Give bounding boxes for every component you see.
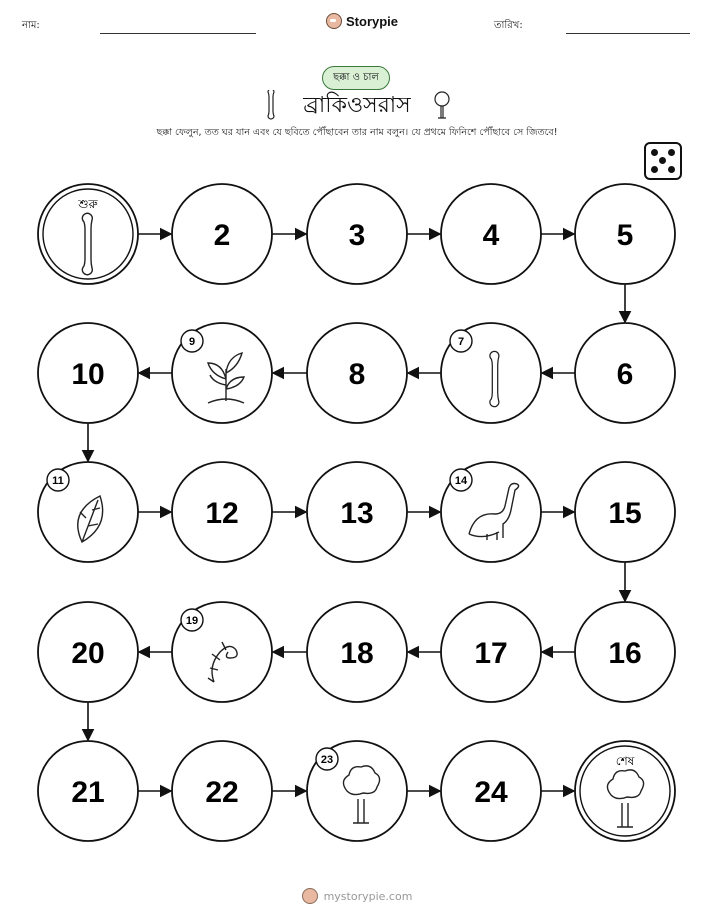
board-cell-24 bbox=[441, 741, 541, 841]
cell-number: 16 bbox=[608, 637, 642, 670]
board-cell-23 bbox=[307, 741, 407, 841]
footer-url: mystorypie.com bbox=[323, 889, 413, 903]
board-cell-5 bbox=[575, 184, 675, 284]
cell-number: 3 bbox=[348, 219, 366, 252]
board-cell-10 bbox=[38, 323, 138, 423]
board-cell-18 bbox=[307, 602, 407, 702]
cell-number: 5 bbox=[616, 219, 634, 252]
board-cell-21 bbox=[38, 741, 138, 841]
name-label: নাম: bbox=[22, 20, 40, 31]
board-cell-13 bbox=[307, 462, 407, 562]
footer bbox=[0, 888, 714, 904]
cell-number: 4 bbox=[482, 219, 500, 252]
board-cell-22 bbox=[172, 741, 272, 841]
game-type-badge: ছক্কা ও চাল bbox=[322, 66, 390, 90]
board-cell-2 bbox=[172, 184, 272, 284]
board-cell-6 bbox=[575, 323, 675, 423]
board-cell-11 bbox=[38, 462, 138, 562]
cell-number: 15 bbox=[608, 497, 642, 530]
board-cell-3 bbox=[307, 184, 407, 284]
cell-number-badge: 11 bbox=[52, 475, 64, 487]
cell-number: 8 bbox=[348, 358, 366, 391]
date-label: তারিখ: bbox=[494, 20, 523, 31]
board-cell-19 bbox=[172, 602, 272, 702]
page-title: ব্রাকিওসরাস bbox=[303, 93, 411, 118]
cell-number-badge: 14 bbox=[454, 475, 468, 487]
board-cell-20 bbox=[38, 602, 138, 702]
cell-number: 13 bbox=[340, 497, 374, 530]
end-label: শেষ bbox=[615, 754, 635, 768]
board-cell-15 bbox=[575, 462, 675, 562]
cell-number: 21 bbox=[71, 776, 105, 809]
board-cell-9 bbox=[172, 323, 272, 423]
cell-number: 12 bbox=[205, 497, 239, 530]
storypie-logo-icon bbox=[302, 888, 318, 904]
board-cell-7 bbox=[441, 323, 541, 423]
cell-number: 17 bbox=[474, 637, 508, 670]
cell-number: 24 bbox=[474, 776, 508, 809]
cell-number-badge: 7 bbox=[457, 336, 465, 348]
board-cell-8 bbox=[307, 323, 407, 423]
board-cell-17 bbox=[441, 602, 541, 702]
cell-number: 2 bbox=[213, 219, 231, 252]
board-cell-16 bbox=[575, 602, 675, 702]
board-cell-25 bbox=[575, 741, 675, 841]
board-cell-14 bbox=[441, 462, 541, 562]
cell-number-badge: 23 bbox=[320, 754, 334, 766]
start-label: শুরু bbox=[78, 197, 98, 211]
brand-name: Storypie bbox=[346, 13, 399, 29]
board-cell-1 bbox=[38, 184, 138, 284]
cell-number: 18 bbox=[340, 637, 374, 670]
instructions: ছক্কা ফেলুন, তত ঘর যান এবং যে ছবিতে পৌঁছাবেন তার নাম বলুন। যে প্রথমে ফিনিশে পৌঁছাবে সে জিতবে! bbox=[156, 127, 558, 138]
cell-number: 22 bbox=[205, 776, 239, 809]
board-cell-12 bbox=[172, 462, 272, 562]
cell-number-badge: 19 bbox=[185, 615, 199, 627]
cell-number-badge: 9 bbox=[188, 336, 196, 348]
cell-number: 6 bbox=[616, 358, 634, 391]
cell-number: 20 bbox=[71, 637, 105, 670]
cell-number: 10 bbox=[71, 358, 105, 391]
board-cell-4 bbox=[441, 184, 541, 284]
